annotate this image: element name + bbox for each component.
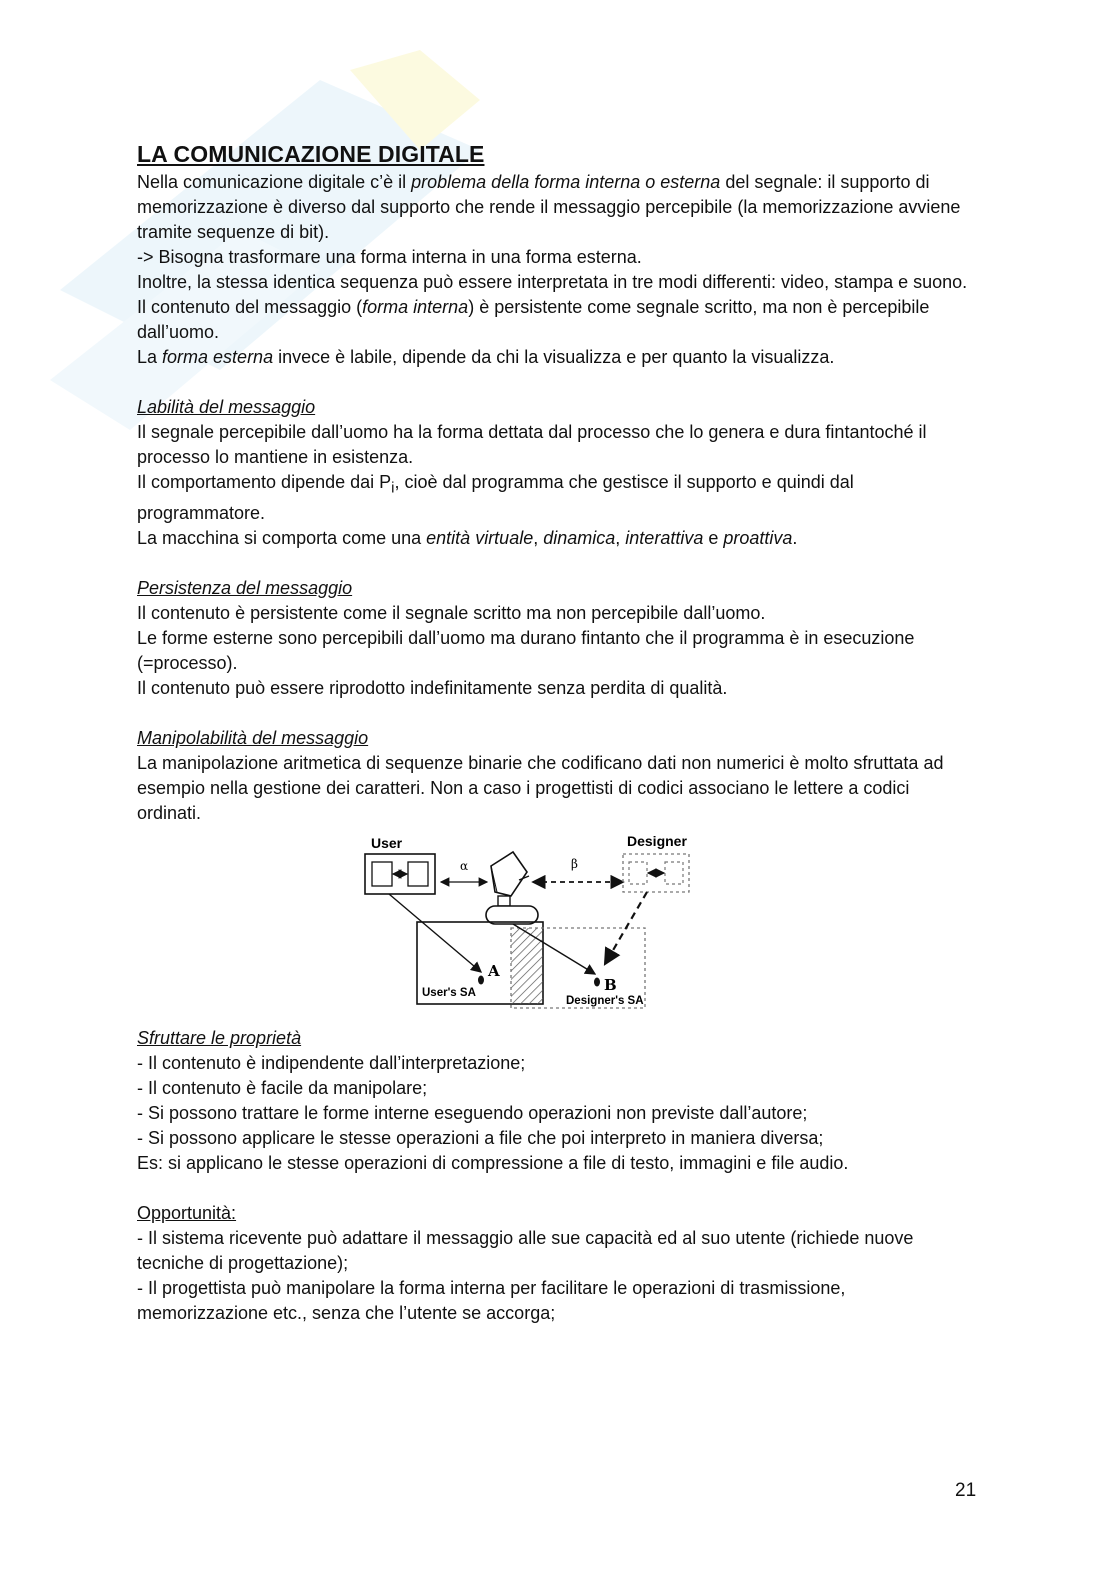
intro-paragraph-3: Inoltre, la stessa identica sequenza può essere interpretata in tre modi differenti: video, stampa e suono. xyxy=(137,272,968,292)
labilita-paragraph-3: La macchina si comporta come una entità virtuale, dinamica, interattiva e proattiva. xyxy=(137,527,798,548)
opportunita-item: - Il progettista può manipolare la forma interna per facilitare le operazioni di trasmissione, memorizzazione etc., senza che l’utente se accorga; xyxy=(137,1277,846,1323)
page-number: 21 xyxy=(955,1480,977,1501)
sfruttare-item: - Si possono trattare le forme interne eseguendo operazioni non previste dall’autore; xyxy=(137,1102,808,1123)
persistenza-paragraph-2: Le forme esterne sono percepibili dall’uomo ma durano fintanto che il programma è in esecuzione (=processo). xyxy=(137,627,915,673)
user-inner-box-left xyxy=(372,862,392,886)
alpha-label: α xyxy=(460,858,469,873)
user-sa-label: User's SA xyxy=(422,986,476,999)
designer-sa-label: Designer's SA xyxy=(566,994,644,1007)
point-b xyxy=(594,977,600,986)
manipolabilita-paragraph-1: La manipolazione aritmetica di sequenze binarie che codificano dati non numerici è molto sfruttata ad esempio nella gestione dei caratteri. Non a caso i progettisti di codici associano le lettere a codici ordinati. xyxy=(137,752,944,823)
page-title: LA COMUNICAZIONE DIGITALE xyxy=(137,141,485,167)
computer-icon xyxy=(486,852,538,924)
persistenza-paragraph-1: Il contenuto è persistente come il segnale scritto ma non percepibile dall’uomo. xyxy=(137,602,766,623)
point-b-label: B xyxy=(604,975,617,994)
sfruttare-example: Es: si applicano le stesse operazioni di compressione a file di testo, immagini e file audio. xyxy=(137,1152,849,1173)
user-label: User xyxy=(371,834,403,851)
labilita-paragraph-1: Il segnale percepibile dall’uomo ha la forma dettata dal processo che lo genera e dura fintantoché il processo lo mantiene in esistenza. xyxy=(137,422,927,467)
user-designer-diagram xyxy=(137,826,977,1026)
designer-label: Designer xyxy=(627,832,687,849)
sfruttare-item: - Si possono applicare le stesse operazioni a file che poi interpreto in maniera diversa; xyxy=(137,1127,824,1148)
opportunita-item: - Il sistema ricevente può adattare il messaggio alle sue capacità ed al suo utente (richiede nuove tecniche di progettazione); xyxy=(137,1227,914,1273)
section-heading-manipolabilita: Manipolabilità del messaggio xyxy=(137,727,369,748)
beta-label: β xyxy=(571,856,578,871)
document-body xyxy=(137,140,977,1326)
intro-paragraph-2: -> Bisogna trasformare una forma interna in una forma esterna. xyxy=(137,247,642,267)
sfruttare-item: - Il contenuto è facile da manipolare; xyxy=(137,1077,428,1098)
section-heading-persistenza: Persistenza del messaggio xyxy=(137,577,353,598)
persistenza-paragraph-3: Il contenuto può essere riprodotto indefinitamente senza perdita di qualità. xyxy=(137,677,728,698)
diagram-svg xyxy=(361,832,701,1012)
user-inner-box-right xyxy=(408,862,428,886)
section-heading-sfruttare: Sfruttare le proprietà xyxy=(137,1027,302,1048)
labilita-paragraph-2: Il comportamento dipende dai $P_i$, cioè dal programma che gestisce il supporto e quindi dal programmatore. xyxy=(137,472,854,523)
intro-paragraph-1: Nella comunicazione digitale c’è il problema della forma interna o esterna del segnale: il supporto di memorizzazione è diverso dal supporto che rende il messaggio percepibile (la memorizzazione avviene tramite sequenze di bit). xyxy=(137,172,961,242)
point-a xyxy=(478,975,484,984)
section-heading-labilita: Labilità del messaggio xyxy=(137,397,316,417)
point-a-label: A xyxy=(488,961,500,980)
sfruttare-item: - Il contenuto è indipendente dall’interpretazione; xyxy=(137,1052,526,1073)
intro-paragraph-5: La forma esterna invece è labile, dipende da chi la visualizza e per quanto la visualizza. xyxy=(137,347,835,367)
intro-paragraph-4: Il contenuto del messaggio (forma interna) è persistente come segnale scritto, ma non è percepibile dall’uomo. xyxy=(137,297,930,342)
section-heading-opportunita: Opportunità: xyxy=(137,1202,237,1223)
